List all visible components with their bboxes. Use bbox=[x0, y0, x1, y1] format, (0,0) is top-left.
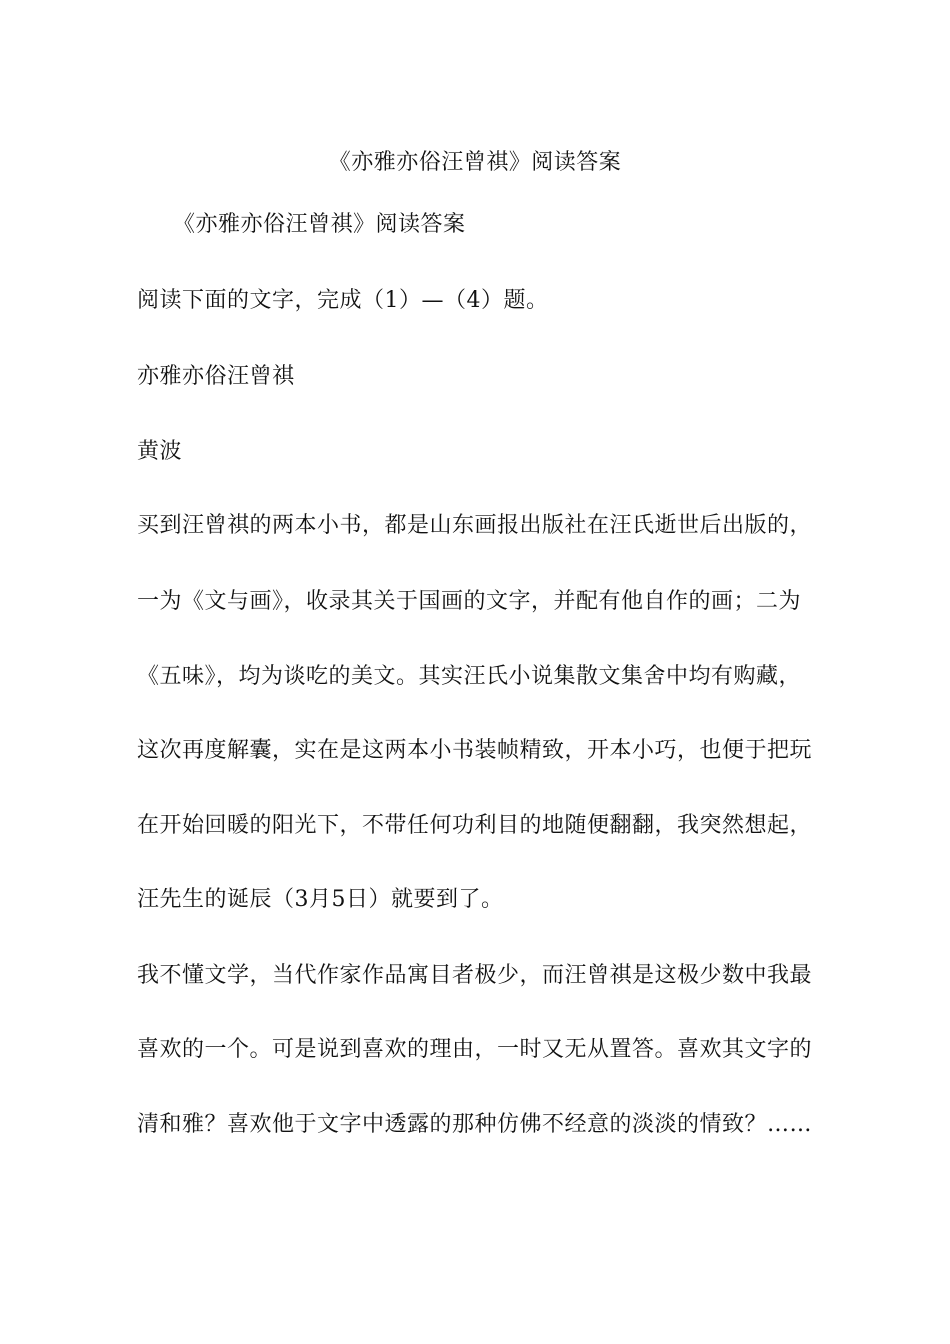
paragraph-line: 一为《文与画》，收录其关于国画的文字，并配有他自作的画；二为 bbox=[137, 589, 802, 614]
author-name: 黄波 bbox=[137, 439, 183, 464]
article-title: 亦雅亦俗汪曾祺 bbox=[137, 364, 295, 389]
paragraph-line: 清和雅？喜欢他于文字中透露的那种仿佛不经意的淡淡的情致？…… bbox=[137, 1112, 813, 1137]
paragraph-line: 《五味》，均为谈吃的美文。其实汪氏小说集散文集舍中均有购藏， bbox=[137, 664, 802, 689]
instruction-text: 阅读下面的文字，完成（1）—（4）题。 bbox=[137, 288, 549, 313]
paragraph-line: 这次再度解囊，实在是这两本小书装帧精致，开本小巧，也便于把玩 bbox=[137, 738, 813, 763]
paragraph-line: 喜欢的一个。可是说到喜欢的理由，一时又无从置答。喜欢其文字的 bbox=[137, 1037, 813, 1062]
paragraph-line: 我不懂文学，当代作家作品寓目者极少，而汪曾祺是这极少数中我最 bbox=[137, 963, 813, 988]
paragraph-line: 买到汪曾祺的两本小书，都是山东画报出版社在汪氏逝世后出版的， bbox=[137, 513, 813, 538]
subtitle: 《亦雅亦俗汪曾祺》阅读答案 bbox=[173, 212, 466, 237]
paragraph-line: 汪先生的诞辰（3月5日）就要到了。 bbox=[137, 887, 504, 912]
paragraph-line: 在开始回暖的阳光下，不带任何功利目的地随便翻翻，我突然想起， bbox=[137, 813, 813, 838]
page-title: 《亦雅亦俗汪曾祺》阅读答案 bbox=[328, 150, 622, 175]
